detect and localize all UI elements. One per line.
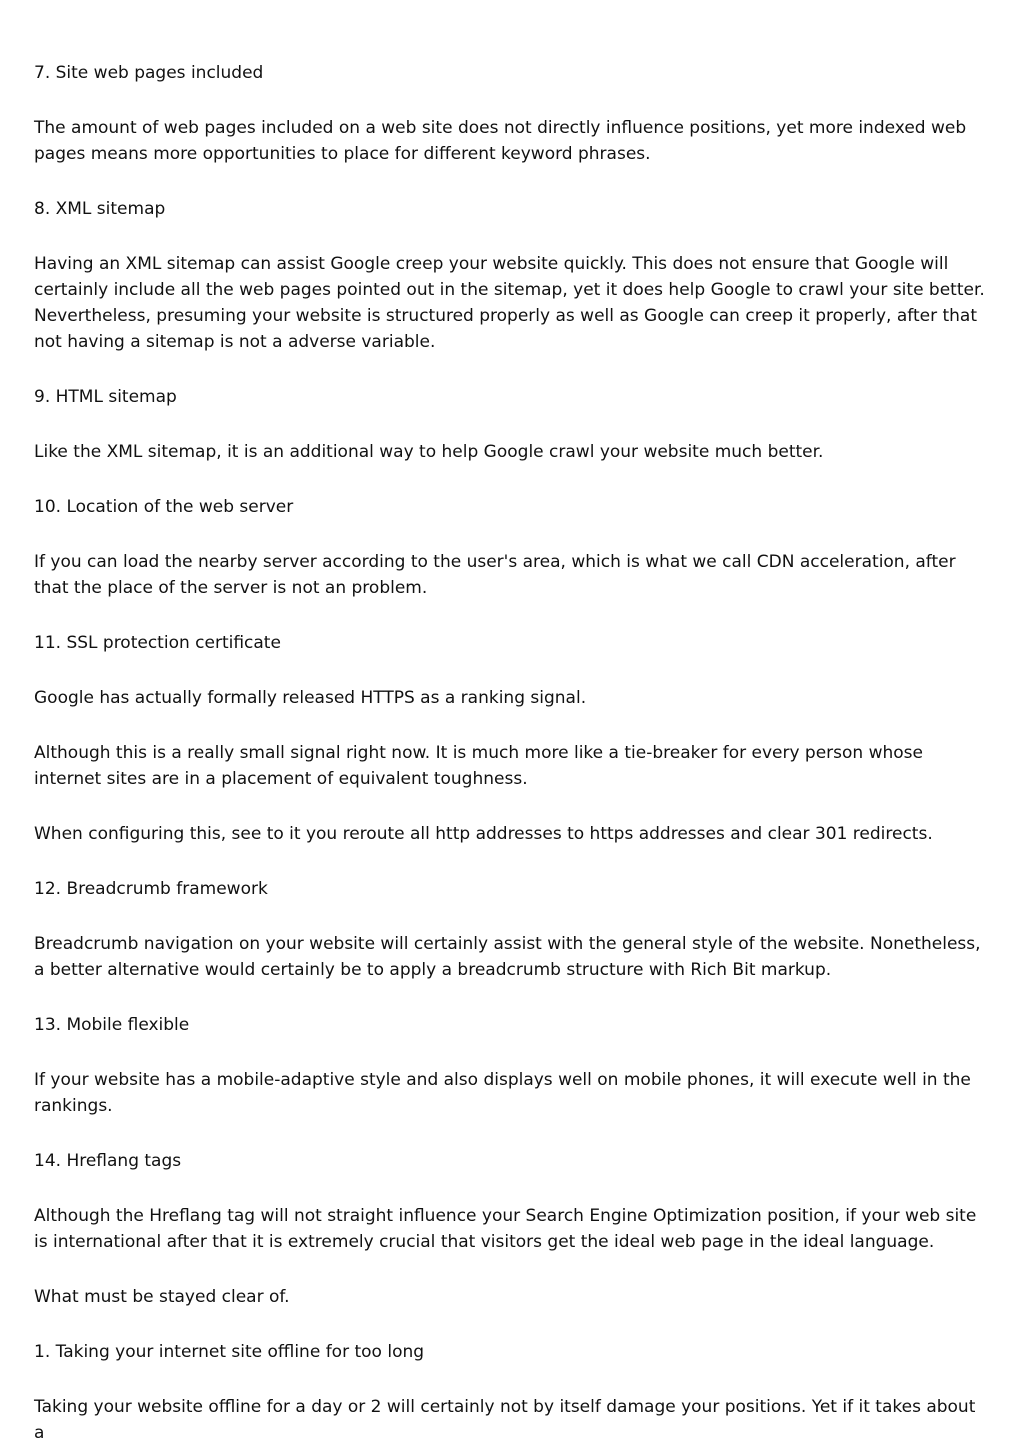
section-heading-mobile: 13. Mobile flexible <box>34 1015 190 1035</box>
paragraph-ssl-redirects: When configuring this, see to it you reroute all http addresses to https addresses and clear 301 redirects. <box>34 824 933 844</box>
paragraph-xml-sitemap: Having an XML sitemap can assist Google creep your website quickly. This does not ensure that Google will certainly include all the web pages pointed out in the sitemap, yet it does help Google to crawl your site better. Nevertheless, presuming your website is structured properly as well as Google can creep it properly, after that not having a sitemap is not a adverse variable. <box>34 254 985 352</box>
section-heading-avoid: What must be stayed clear of. <box>34 1287 290 1307</box>
section-heading-ssl: 11. SSL protection certificate <box>34 633 281 653</box>
paragraph-offline: Taking your website offline for a day or 2 will certainly not by itself damage your positions. Yet if it takes about a <box>34 1397 976 1443</box>
paragraph-hreflang: Although the Hreflang tag will not straight influence your Search Engine Optimization position, if your web site is international after that it is extremely crucial that visitors get the ideal web page in the ideal language. <box>34 1206 977 1252</box>
section-heading-offline: 1. Taking your internet site offline for too long <box>34 1342 425 1362</box>
paragraph-ssl-signal: Google has actually formally released HTTPS as a ranking signal. <box>34 688 587 708</box>
paragraph-ssl-tiebreaker: Although this is a really small signal right now. It is much more like a tie-breaker for every person whose internet sites are in a placement of equivalent toughness. <box>34 743 923 789</box>
paragraph-html-sitemap: Like the XML sitemap, it is an additional way to help Google crawl your website much better. <box>34 442 824 462</box>
section-heading-html-sitemap: 9. HTML sitemap <box>34 387 177 407</box>
section-heading-site-pages: 7. Site web pages included <box>34 63 264 83</box>
section-heading-xml-sitemap: 8. XML sitemap <box>34 199 166 219</box>
document-body <box>34 60 990 1449</box>
paragraph-site-pages: The amount of web pages included on a web site does not directly influence positions, yet more indexed web pages means more opportunities to place for different keyword phrases. <box>34 118 967 164</box>
paragraph-breadcrumb: Breadcrumb navigation on your website will certainly assist with the general style of the website. Nonetheless, a better alternative would certainly be to apply a breadcrumb structure with Rich Bit markup. <box>34 934 981 980</box>
section-heading-hreflang: 14. Hreflang tags <box>34 1151 182 1171</box>
paragraph-server-location: If you can load the nearby server according to the user's area, which is what we call CDN acceleration, after that the place of the server is not an problem. <box>34 552 956 598</box>
section-heading-breadcrumb: 12. Breadcrumb framework <box>34 879 268 899</box>
paragraph-mobile: If your website has a mobile-adaptive style and also displays well on mobile phones, it will execute well in the rankings. <box>34 1070 971 1116</box>
section-heading-server-location: 10. Location of the web server <box>34 497 294 517</box>
